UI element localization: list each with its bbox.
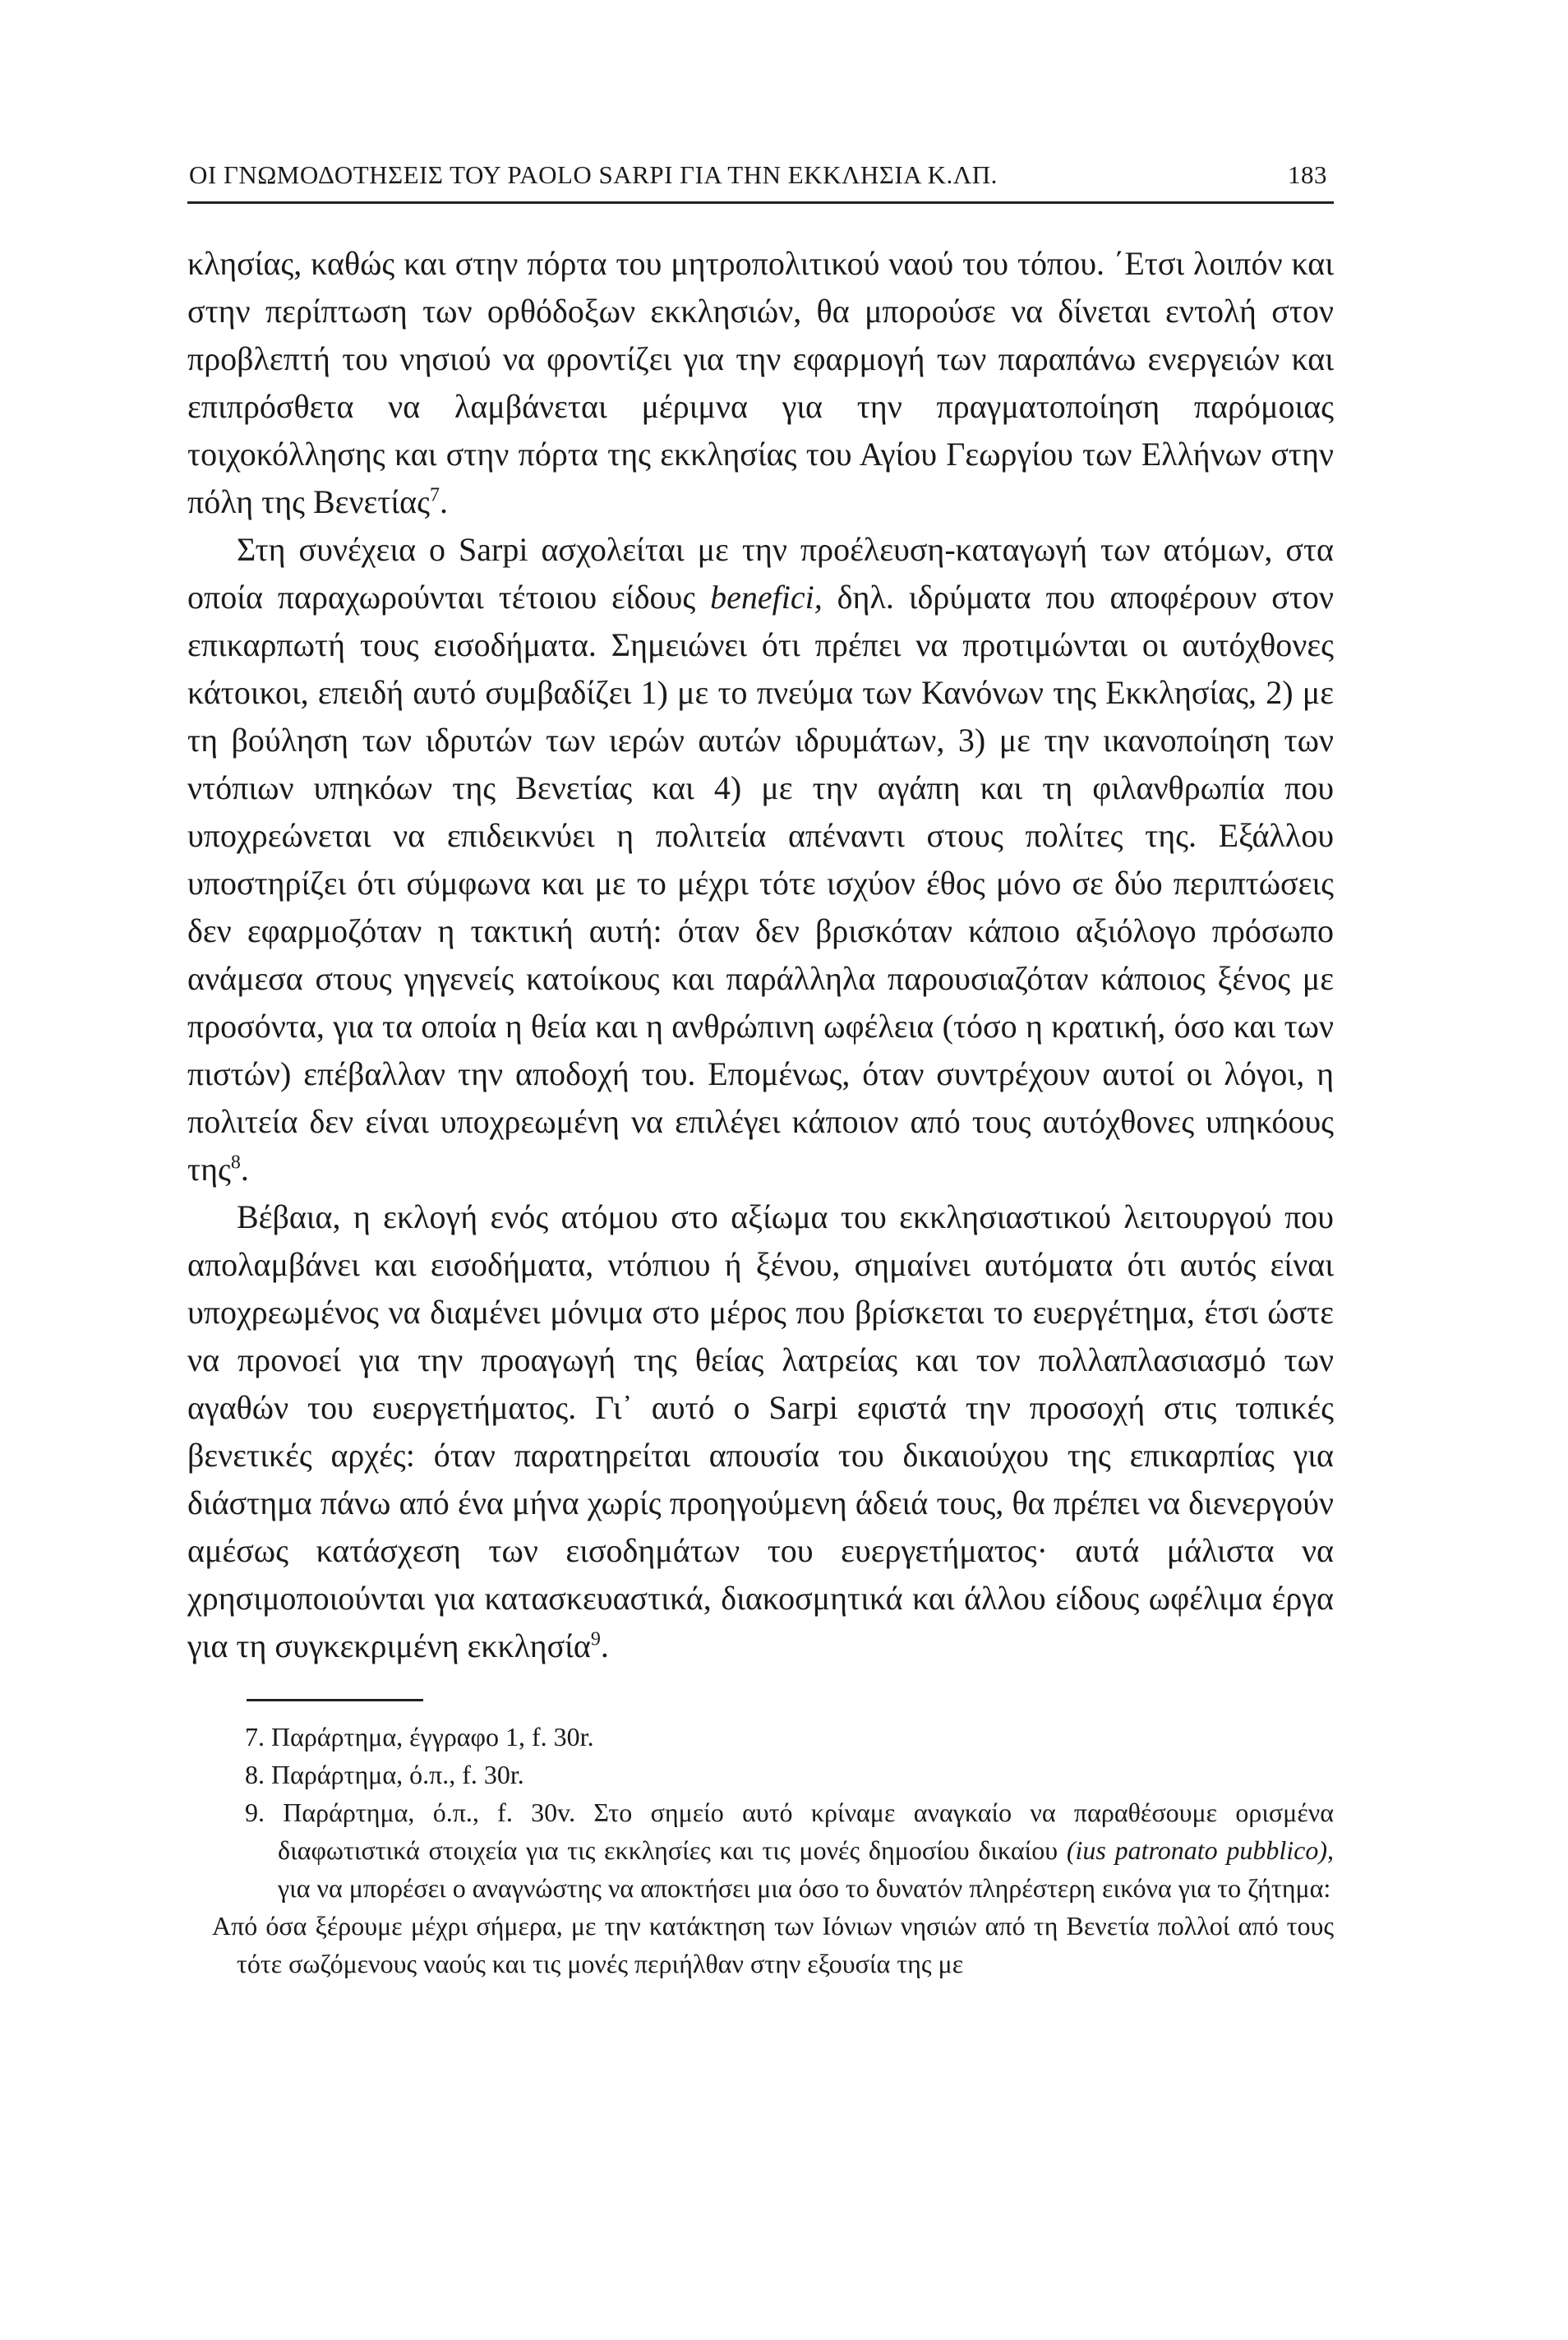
footnote-divider bbox=[247, 1699, 423, 1701]
footnote-text: 9. Παράρτημα, ό.π., f. 30v. Στο σημείο αυτό κρίναμε αναγκαίο να παραθέσουμε ορισμένα διαφωτιστικά στοιχεία για τις εκκλησίες και τις μονές δημοσίου δικαίου bbox=[245, 1798, 1334, 1865]
footnote-ref-8: 8 bbox=[230, 1152, 241, 1174]
footnote-8: 8. Παράρτημα, ό.π., f. 30r. bbox=[245, 1760, 524, 1789]
paragraph-3 bbox=[187, 1193, 1334, 1670]
footnote-text: για να μπορέσει ο αναγνώστης να αποκτήσει μια όσο το δυνατόν πληρέστερη εικόνα για το ζήτημα: bbox=[278, 1873, 1331, 1903]
paragraph-text: κλησίας, καθώς και στην πόρτα του μητροπολιτικού ναού του τόπου. ΄Ετσι λοιπόν και στην περίπτωση των ορθόδοξων εκκλησιών, θα μπορούσε να δίνεται εντολή στον προβλεπτή του νησιού να φροντίζει για την εφαρμογή των παραπάνω ενεργειών και επιπρόσθετα να λαμβάνεται μέριμνα για την πραγματοποίηση παρόμοιας τοιχοκόλλησης και στην πόρτα της εκκλησίας του Αγίου Γεωργίου των Ελλήνων στην πόλη της Βενετίας bbox=[187, 245, 1334, 520]
paragraph-text: . bbox=[240, 1151, 249, 1188]
italic-term: (ius patronato pubblico), bbox=[1066, 1835, 1334, 1865]
italic-term: benefici, bbox=[710, 579, 823, 616]
running-header bbox=[187, 160, 1334, 204]
footnote-quote: Από όσα ξέρουμε μέχρι σήμερα, με την κατάκτηση των Ιόνιων νησιών από τη Βενετία πολλοί από τους τότε σωζόμενους ναούς και τις μονές περιήλθαν στην εξουσία της με bbox=[212, 1911, 1334, 1978]
footnote-9 bbox=[187, 1793, 1334, 1907]
paragraph-text: Στη συνέχεια ο Sarpi ασχολείται με την προέλευση-καταγωγή των ατόμων, στα οποία παραχωρούνται τέτοιου είδους bbox=[187, 531, 1334, 616]
body-text bbox=[187, 240, 1334, 1670]
paragraph-text: . bbox=[439, 483, 448, 520]
footnotes bbox=[187, 1718, 1334, 1982]
footnote-7: 7. Παράρτημα, έγγραφο 1, f. 30r. bbox=[245, 1722, 594, 1752]
paragraph-2 bbox=[187, 526, 1334, 1193]
paragraph-text: . bbox=[600, 1627, 609, 1664]
footnote-ref-9: 9 bbox=[590, 1628, 601, 1650]
page-number: 183 bbox=[1288, 160, 1327, 189]
paragraph-text: δηλ. ιδρύματα που αποφέρουν στον επικαρπωτή τους εισοδήματα. Σημειώνει ότι πρέπει να προτιμώνται οι αυτόχθονες κάτοικοι, επειδή αυτό συμβαδίζει 1) με το πνεύμα των Κανόνων της Εκκλησίας, 2) με τη βούληση των ιδρυτών των ιερών αυτών ιδρυμάτων, 3) με την ικανοποίηση των ντόπιων υπηκόων της Βενετίας και 4) με την αγάπη και τη φιλανθρωπία που υποχρεώνεται να επιδεικνύει η πολιτεία απέναντι στους πολίτες της. Εξάλλου υποστηρίζει ότι σύμφωνα και με το μέχρι τότε ισχύον έθος μόνο σε δύο περιπτώσεις δεν εφαρμοζόταν η τακτική αυτή: όταν δεν βρισκόταν κάποιο αξιόλογο πρόσωπο ανάμεσα στους γηγενείς κατοίκους και παράλληλα παρουσιαζόταν κάποιος ξένος με προσόντα, για τα οποία η θεία και η ανθρώπινη ωφέλεια (τόσο η κρατική, όσο και των πιστών) επέβαλλαν την αποδοχή του. Επομένως, όταν συντρέχουν αυτοί οι λόγοι, η πολιτεία δεν είναι υποχρεωμένη να επιλέγει κάποιον από τους αυτόχθονες υπηκόους της bbox=[187, 579, 1334, 1188]
paragraph-1 bbox=[187, 240, 1334, 526]
footnote-ref-7: 7 bbox=[429, 484, 440, 506]
running-title: ΟΙ ΓΝΩΜΟΔΟΤΗΣΕΙΣ ΤΟΥ PAOLO SARPI ΓΙΑ ΤΗΝ ΕΚΚΛΗΣΙΑ Κ.ΛΠ. bbox=[189, 160, 998, 189]
paragraph-text: Βέβαια, η εκλογή ενός ατόμου στο αξίωμα του εκκλησιαστικού λειτουργού που απολαμβάνει και εισοδήματα, ντόπιου ή ξένου, σημαίνει αυτόματα ότι αυτός είναι υποχρεωμένος να διαμένει μόνιμα στο μέρος που βρίσκεται το ευεργέτημα, έτσι ώστε να προνοεί για την προαγωγή της θείας λατρείας και τον πολλαπλασιασμό των αγαθών του ευεργετήματος. Γι᾽ αυτό ο Sarpi εφιστά την προσοχή στις τοπικές βενετικές αρχές: όταν παρατηρείται απουσία του δικαιούχου της επικαρπίας για διάστημα πάνω από ένα μήνα χωρίς προηγούμενη άδειά τους, θα πρέπει να διενεργούν αμέσως κατάσχεση των εισοδημάτων του ευεργετήματος· αυτά μάλιστα να χρησιμοποιούνται για κατασκευαστικά, διακοσμητικά και άλλου είδους ωφέλιμα έργα για τη συγκεκριμένη εκκλησία bbox=[187, 1198, 1334, 1664]
